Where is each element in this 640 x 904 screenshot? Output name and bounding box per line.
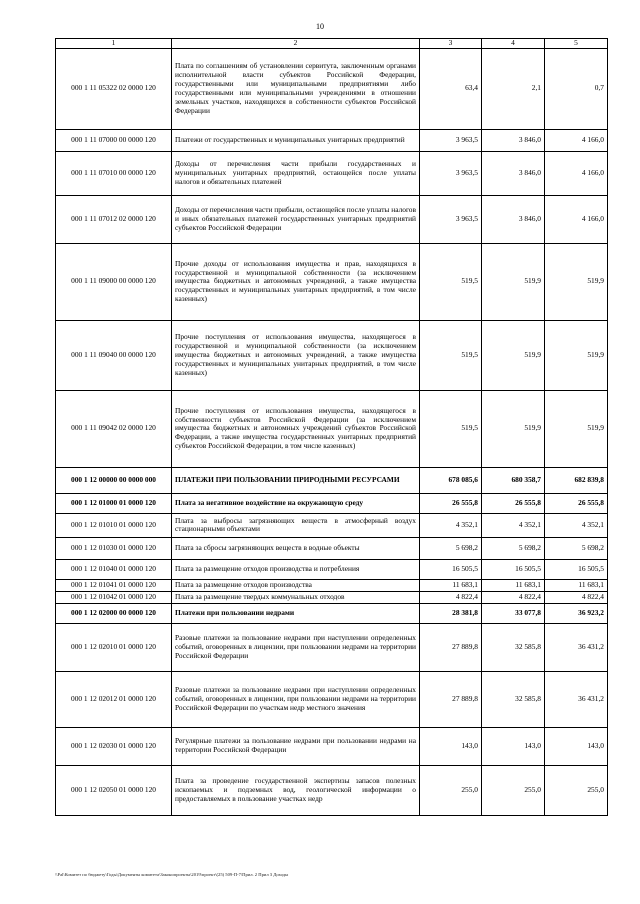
row-value-3: 63,4 [420, 48, 482, 129]
row-value-4: 26 555,8 [482, 493, 545, 513]
row-value-3: 143,0 [420, 727, 482, 765]
row-value-3: 11 683,1 [420, 579, 482, 591]
row-name: Плата за негативное воздействие на окружающую среду [172, 493, 420, 513]
row-value-4: 2,1 [482, 48, 545, 129]
row-name: Плата за размещение отходов производства и потребления [172, 559, 420, 579]
table-row [56, 195, 608, 243]
row-code: 000 1 12 02010 01 0000 120 [56, 623, 172, 671]
header-col-2: 2 [172, 39, 420, 49]
row-name: Прочие поступления от использования имущества, находящегося в собственности субъектов Российской Федерации (за исключением имущества бюджетных и автономных учреждений субъектов Российской Федерации, а также имущества государственных унитарных предприятий субъектов Российской Федерации, в том числе казенных) [172, 390, 420, 467]
row-value-5: 519,9 [545, 390, 608, 467]
table-row [56, 559, 608, 579]
row-name: Прочие доходы от использования имущества и прав, находящихся в государственной и муниципальной собственности (за исключением имущества бюджетных и автономных учреждений, а также имущества государственных и муниципальных унитарных предприятий, в том числе казенных) [172, 243, 420, 320]
row-code: 000 1 12 02000 00 0000 120 [56, 603, 172, 623]
row-value-5: 519,9 [545, 243, 608, 320]
table-row [56, 623, 608, 671]
row-value-4: 16 505,5 [482, 559, 545, 579]
row-value-5: 4 822,4 [545, 591, 608, 603]
row-name: Плата по соглашениям об установлении сервитута, заключенным органами исполнительной власти субъектов Российской Федерации, государственными или муниципальными предприятиями либо государственными или муниципальными учреждениями в отношении земельных участков, находящихся в собственности субъектов Российской Федерации [172, 48, 420, 129]
row-name: Разовые платежи за пользование недрами при наступлении определенных событий, оговоренных в лицензии, при пользовании недрами на территории Российской Федерации [172, 623, 420, 671]
row-value-3: 4 352,1 [420, 513, 482, 537]
row-value-4: 11 683,1 [482, 579, 545, 591]
row-value-4: 519,9 [482, 390, 545, 467]
row-code: 000 1 11 07010 00 0000 120 [56, 151, 172, 195]
row-value-3: 28 381,8 [420, 603, 482, 623]
row-value-4: 143,0 [482, 727, 545, 765]
row-value-5: 4 166,0 [545, 129, 608, 151]
revenue-table [55, 38, 608, 816]
row-value-3: 27 889,8 [420, 623, 482, 671]
table-row [56, 603, 608, 623]
row-code: 000 1 12 01030 01 0000 120 [56, 537, 172, 559]
row-code: 000 1 12 01010 01 0000 120 [56, 513, 172, 537]
row-code: 000 1 12 01000 01 0000 120 [56, 493, 172, 513]
table-row [56, 537, 608, 559]
row-name: ПЛАТЕЖИ ПРИ ПОЛЬЗОВАНИИ ПРИРОДНЫМИ РЕСУРСАМИ [172, 467, 420, 493]
table-row [56, 129, 608, 151]
row-value-4: 3 846,0 [482, 151, 545, 195]
table-row [56, 579, 608, 591]
row-value-5: 519,9 [545, 320, 608, 390]
row-value-3: 3 963,5 [420, 195, 482, 243]
row-value-5: 16 505,5 [545, 559, 608, 579]
row-code: 000 1 11 05322 02 0000 120 [56, 48, 172, 129]
row-value-5: 4 166,0 [545, 195, 608, 243]
row-code: 000 1 11 09000 00 0000 120 [56, 243, 172, 320]
table-row [56, 151, 608, 195]
row-code: 000 1 12 02030 01 0000 120 [56, 727, 172, 765]
row-value-5: 255,0 [545, 765, 608, 815]
table-row [56, 765, 608, 815]
row-code: 000 1 12 00000 00 0000 000 [56, 467, 172, 493]
page-number: 10 [316, 22, 324, 31]
row-code: 000 1 12 01042 01 0000 120 [56, 591, 172, 603]
table-header-row [56, 39, 608, 49]
row-name: Плата за выбросы загрязняющих веществ в атмосферный воздух стационарными объектами [172, 513, 420, 537]
row-value-4: 32 585,8 [482, 623, 545, 671]
row-value-3: 3 963,5 [420, 129, 482, 151]
row-value-3: 5 698,2 [420, 537, 482, 559]
table-row [56, 493, 608, 513]
table-row [56, 48, 608, 129]
row-value-5: 0,7 [545, 48, 608, 129]
row-code: 000 1 12 02012 01 0000 120 [56, 671, 172, 727]
row-value-3: 26 555,8 [420, 493, 482, 513]
row-name: Прочие поступления от использования имущества, находящегося в государственной и муниципальной собственности (за исключением имущества бюджетных и автономных учреждений, а также имущества государственных и муниципальных унитарных предприятий, в том числе казенных) [172, 320, 420, 390]
row-value-4: 255,0 [482, 765, 545, 815]
row-value-4: 680 358,7 [482, 467, 545, 493]
row-name: Платежи при пользовании недрами [172, 603, 420, 623]
header-col-5: 5 [545, 39, 608, 49]
row-value-5: 36 923,2 [545, 603, 608, 623]
table-row [56, 467, 608, 493]
row-value-4: 4 822,4 [482, 591, 545, 603]
row-code: 000 1 12 01041 01 0000 120 [56, 579, 172, 591]
row-value-3: 519,5 [420, 243, 482, 320]
row-value-4: 3 846,0 [482, 195, 545, 243]
table-row [56, 513, 608, 537]
row-code: 000 1 12 02050 01 0000 120 [56, 765, 172, 815]
header-col-3: 3 [420, 39, 482, 49]
row-name: Доходы от перечисления части прибыли государственных и муниципальных унитарных предприятий, остающейся после уплаты налогов и обязательных платежей [172, 151, 420, 195]
row-name: Доходы от перечисления части прибыли, остающейся после уплаты налогов и иных обязательных платежей государственных унитарных предприятий субъектов Российской Федерации [172, 195, 420, 243]
row-name: Плата за проведение государственной экспертизы запасов полезных ископаемых и подземных вод, геологической информации о предоставляемых в пользование участках недр [172, 765, 420, 815]
row-value-4: 4 352,1 [482, 513, 545, 537]
row-value-5: 11 683,1 [545, 579, 608, 591]
row-name: Регулярные платежи за пользование недрами при пользовании недрами на территории Российской Федерации [172, 727, 420, 765]
row-code: 000 1 11 09042 02 0000 120 [56, 390, 172, 467]
row-code: 000 1 12 01040 01 0000 120 [56, 559, 172, 579]
table-row [56, 727, 608, 765]
row-value-4: 519,9 [482, 243, 545, 320]
row-code: 000 1 11 09040 00 0000 120 [56, 320, 172, 390]
row-name: Плата за размещение твердых коммунальных отходов [172, 591, 420, 603]
row-name: Плата за сбросы загрязняющих веществ в водные объекты [172, 537, 420, 559]
row-value-5: 5 698,2 [545, 537, 608, 559]
row-value-3: 4 822,4 [420, 591, 482, 603]
row-value-3: 255,0 [420, 765, 482, 815]
table-row [56, 243, 608, 320]
row-value-5: 26 555,8 [545, 493, 608, 513]
row-value-3: 3 963,5 [420, 151, 482, 195]
row-value-5: 36 431,2 [545, 623, 608, 671]
row-code: 000 1 11 07000 00 0000 120 [56, 129, 172, 151]
row-value-3: 519,5 [420, 320, 482, 390]
row-name: Платежи от государственных и муниципальных унитарных предприятий [172, 129, 420, 151]
row-value-3: 678 085,6 [420, 467, 482, 493]
row-value-5: 4 352,1 [545, 513, 608, 537]
table-row [56, 320, 608, 390]
row-value-3: 27 889,8 [420, 671, 482, 727]
row-value-5: 36 431,2 [545, 671, 608, 727]
row-value-4: 32 585,8 [482, 671, 545, 727]
file-path-footer: \\Pal\Комитет по бюджету\Годы\Документы комитета\Законопроекты\2019\проект\(25) 509-П-7\Прил. 2 Прил 3 Доходы [55, 872, 289, 877]
row-value-3: 16 505,5 [420, 559, 482, 579]
row-code: 000 1 11 07012 02 0000 120 [56, 195, 172, 243]
row-value-4: 519,9 [482, 320, 545, 390]
row-value-5: 682 839,8 [545, 467, 608, 493]
table-body [56, 48, 608, 815]
table-row [56, 671, 608, 727]
header-col-1: 1 [56, 39, 172, 49]
row-value-4: 33 077,8 [482, 603, 545, 623]
header-col-4: 4 [482, 39, 545, 49]
row-value-4: 3 846,0 [482, 129, 545, 151]
table-row [56, 390, 608, 467]
row-value-3: 519,5 [420, 390, 482, 467]
row-name: Плата за размещение отходов производства [172, 579, 420, 591]
row-value-5: 4 166,0 [545, 151, 608, 195]
row-name: Разовые платежи за пользование недрами при наступлении определенных событий, оговоренных в лицензии, при пользовании недрами на территории Российской Федерации по участкам недр местного значения [172, 671, 420, 727]
row-value-5: 143,0 [545, 727, 608, 765]
table-row [56, 591, 608, 603]
row-value-4: 5 698,2 [482, 537, 545, 559]
